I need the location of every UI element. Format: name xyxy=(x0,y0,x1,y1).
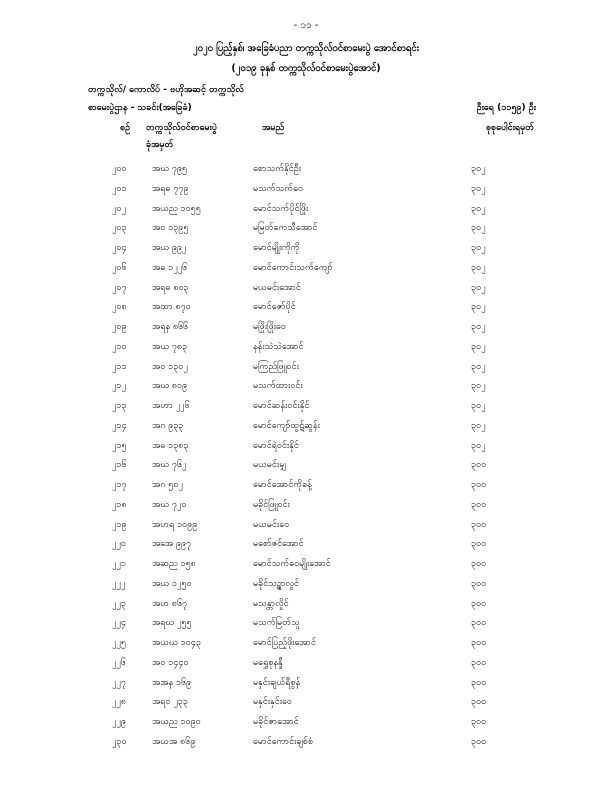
candidate-name: မစော်ဇင်အောင် xyxy=(253,539,304,550)
candidate-name: မကြည်ဖြူဝင်း xyxy=(253,361,299,372)
total-score: ၃၀၀ xyxy=(471,697,487,708)
roll-number: အဃ ၇၆၂ xyxy=(152,460,187,471)
roll-number: အရန ၈၆၆ xyxy=(152,322,189,332)
roll-number: အယည ၁၀၉၀ xyxy=(152,717,201,727)
total-score: ၃၀၀ xyxy=(471,499,487,510)
document-subtitle: (၂၀၁၉ ခုနှစ် တက္ကသိုလ်ဝင်စာမေးပွဲအောင်) xyxy=(231,63,381,74)
table-row xyxy=(0,595,612,615)
row-number: ၂၁၂ xyxy=(112,381,126,392)
table-row xyxy=(0,279,612,299)
total-score: ၃၀၂ xyxy=(471,183,486,194)
page-number: - ၁၁ - xyxy=(293,20,319,31)
total-score: ၃၀၀ xyxy=(471,657,487,668)
roll-number: အအန ၁၆၉ xyxy=(152,677,192,688)
table-row xyxy=(0,456,612,476)
exam-center-line: စာမေးပွဲဌာန - သခင်း(အခြေခံ) xyxy=(88,103,192,113)
candidate-name: မယမင်းအောင် xyxy=(253,282,301,293)
total-score: ၃၀၂ xyxy=(471,440,486,451)
row-number: ၂၂၇ xyxy=(112,677,126,688)
roll-number: အဆည ၁၅၈ xyxy=(152,559,196,569)
table-row xyxy=(0,713,612,733)
row-number: ၂၁၀ xyxy=(112,341,127,352)
table-row xyxy=(0,674,612,694)
row-number: ၂၁၅ xyxy=(112,440,127,451)
table-row xyxy=(0,338,612,358)
total-score: ၃၀၂ xyxy=(471,282,486,293)
table-row xyxy=(0,614,612,634)
row-number: ၂၂၉ xyxy=(112,717,126,727)
candidate-name: မောင်ကောင်းသက်ကျော် xyxy=(253,262,333,273)
candidate-name: မခိုင်ဖြူဝင်း xyxy=(253,499,290,510)
row-number: ၂၂၃ xyxy=(112,598,126,609)
row-number: ၂၀၁ xyxy=(112,183,127,194)
row-number: ၂၁၁ xyxy=(112,361,127,372)
total-score: ၃၀၀ xyxy=(471,717,487,727)
table-row xyxy=(0,298,612,318)
table-row xyxy=(0,535,612,555)
total-score: ၃၀၂ xyxy=(471,262,486,273)
roll-number: အရဓ ၈၀၃ xyxy=(152,282,189,293)
roll-number: အရဓ ၇၇၉ xyxy=(152,183,189,194)
row-number: ၂၁၇ xyxy=(112,480,127,490)
column-header-no: စဉ် xyxy=(120,123,131,133)
candidate-name: မနှင်းချယ်ရီစွန် xyxy=(253,677,301,688)
total-score: ၃၀၀ xyxy=(471,578,487,589)
row-number: ၂၁၄ xyxy=(112,420,127,431)
table-row xyxy=(0,358,612,378)
table-row xyxy=(0,654,612,674)
row-number: ၂၀၇ xyxy=(112,282,127,293)
candidate-name: မောင်အောင်ကိုခန့် xyxy=(253,480,312,490)
row-number: ၂၀၈ xyxy=(112,302,127,313)
total-score: ၃၀၀ xyxy=(471,519,487,530)
roll-number: အယည ၁၀၅၅ xyxy=(152,203,201,214)
table-row xyxy=(0,318,612,338)
total-score: ၃၀၂ xyxy=(471,401,486,411)
table-row xyxy=(0,160,612,180)
row-number: ၂၀၄ xyxy=(112,243,127,253)
roll-number: အဃ ၈၀၉ xyxy=(152,381,188,392)
row-number: ၂၀၃ xyxy=(112,223,127,234)
table-row xyxy=(0,575,612,595)
candidate-name: မောင်ဇော်ပိုင် xyxy=(253,302,296,313)
candidate-name: မသက်ထားဝင်း xyxy=(253,381,303,392)
candidate-name: မသက်မြတ်သူ xyxy=(253,618,300,629)
roll-number: အယအ ၈၆၉ xyxy=(152,736,196,747)
total-score: ၃၀၂ xyxy=(471,322,486,332)
roll-number: အဝ ၁၃၉၅ xyxy=(152,223,189,234)
candidate-name: မဖြိုးဖြိုးဝေ xyxy=(253,322,286,332)
candidate-name: မရွှေစုနန္ဒီ xyxy=(253,657,283,668)
roll-number: အဓ ၁၂၂၆ xyxy=(152,262,188,273)
row-number: ၂၁၃ xyxy=(112,401,127,411)
row-number: ၂၁၈ xyxy=(112,499,127,510)
candidate-name: မယမင်းမျှ xyxy=(253,460,287,471)
table-row xyxy=(0,555,612,575)
total-score: ၃၀၂ xyxy=(471,381,486,392)
table-row xyxy=(0,733,612,753)
roll-number: အဃ ၇၉၅ xyxy=(152,164,188,174)
column-header-roll: တက္ကသိုလ်ဝင်စာမေးပွဲ xyxy=(146,123,217,133)
roll-number: အဃ ၇၂၀ xyxy=(152,499,187,510)
row-number: ၂၂၆ xyxy=(112,657,126,668)
candidate-name: မောင်သက်ဝေမျိုးအောင် xyxy=(253,559,331,569)
total-score: ၃၀၀ xyxy=(471,598,487,609)
candidate-name: မခိုင်သဥ္ဇာလွင် xyxy=(253,578,300,589)
total-score: ၃၀၂ xyxy=(471,361,486,372)
roll-number: အဝ ၁၄၄၀ xyxy=(152,657,189,668)
total-score: ၃၀၀ xyxy=(471,736,487,747)
total-score: ၃၀၀ xyxy=(471,539,487,550)
row-number: ၂၃၀ xyxy=(112,736,127,747)
candidate-name: မသက်သက်ဝေ xyxy=(253,183,304,194)
candidate-name: မသန္တာလှိုင် xyxy=(253,598,289,609)
roll-number: အဂ ၅၀၂ xyxy=(152,480,183,490)
column-header-roll-line2: ခုံအမှတ် xyxy=(146,140,174,150)
candidate-name: မခိုင်ဇာအောင် xyxy=(253,717,299,727)
total-score: ၃၀၀ xyxy=(471,677,487,688)
roll-number: အဃ ၁၂၅၀ xyxy=(152,578,192,589)
table-row xyxy=(0,496,612,516)
total-score: ၃၀၂ xyxy=(471,243,486,253)
table-row xyxy=(0,516,612,536)
roll-number: အဓ ၁၃၈၃ xyxy=(152,440,189,451)
table-row xyxy=(0,634,612,654)
total-score: ၃၀၀ xyxy=(471,618,487,629)
table-row xyxy=(0,259,612,279)
table-row xyxy=(0,200,612,220)
row-number: ၂၂၁ xyxy=(112,559,126,569)
candidate-name: နန်းသဲသဲအောင် xyxy=(253,341,304,352)
row-number: ၂၁၉ xyxy=(112,519,127,530)
roll-number: အဃ ၇၈၃ xyxy=(152,341,188,352)
row-number: ၂၂၄ xyxy=(112,618,126,629)
row-number: ၂၁၆ xyxy=(112,460,127,471)
row-number: ၂၀၀ xyxy=(112,164,127,174)
candidate-name: မယမင်းဝေ xyxy=(253,519,290,530)
total-score: ၃၀၂ xyxy=(471,203,486,214)
table-row xyxy=(0,239,612,259)
total-score: ၃၀၂ xyxy=(471,341,486,352)
total-score: ၃၀၀ xyxy=(471,638,487,648)
column-header-name: အမည် xyxy=(262,123,285,133)
table-row xyxy=(0,693,612,713)
row-number: ၂၂၅ xyxy=(112,638,126,648)
table-row xyxy=(0,476,612,496)
table-row xyxy=(0,180,612,200)
row-number: ၂၀၂ xyxy=(112,203,126,214)
roll-number: အရဝ ၂၃၃ xyxy=(152,697,188,708)
roll-number: အအေ ၉၉၇ xyxy=(152,539,192,550)
roll-number: အဂ ၉၃၃ xyxy=(152,420,184,431)
candidate-name: မောင်ကျော်ထွဋ်ဆွန်း xyxy=(253,420,320,431)
document-title: ၂၀၂၀ ပြည့်နှစ်၊ အခြေခံပညာ တက္ကသိုလ်ဝင်စာမေးပွဲ အောင်စာရင်း xyxy=(192,43,420,54)
row-number: ၂၂၂ xyxy=(112,578,126,589)
total-score: ၃၀၀ xyxy=(471,559,487,569)
total-score: ၃၀၂ xyxy=(471,420,486,431)
candidate-name: မောင်ပြည့်ဖိုးအောင် xyxy=(253,638,316,648)
candidate-name: မောင်သက်ပိုင်ဖြိုး xyxy=(253,203,309,214)
roll-number: အဟာ ၂၂၆ xyxy=(152,401,190,411)
total-score: ၃၀၀ xyxy=(471,460,487,471)
total-count-line: ဉီးရေ (၁၁၅၉) ဦး xyxy=(476,103,536,113)
roll-number: အဟရ ၁၀၉၉ xyxy=(152,519,198,530)
candidate-name: မမြတ်ကေသီအောင် xyxy=(253,223,318,234)
roll-number: အရဃ ၂၅၅ xyxy=(152,618,192,629)
row-number: ၂၀၆ xyxy=(112,262,127,273)
results-table xyxy=(0,160,612,753)
row-number: ၂၂၀ xyxy=(112,539,126,550)
roll-number: အဝ ၁၃၀၂ xyxy=(152,361,188,372)
table-row xyxy=(0,377,612,397)
candidate-name: စောသက်နိုင်ဦး xyxy=(253,164,302,174)
table-row xyxy=(0,417,612,437)
table-row xyxy=(0,437,612,457)
candidate-name: မောင်ကောင်းချစ်စံ xyxy=(253,736,314,747)
column-header-score: စုစုပေါင်းရမှတ် xyxy=(485,123,534,133)
table-row xyxy=(0,219,612,239)
candidate-name: မောင်ရဲဝင်းနိုင် xyxy=(253,440,299,451)
total-score: ၃၀၂ xyxy=(471,302,486,313)
roll-number: အဟ ၈၆၇ xyxy=(152,598,188,609)
total-score: ၃၀၀ xyxy=(471,480,487,490)
roll-number: အထာ ၈၇၀ xyxy=(152,302,191,313)
candidate-name: မနှင်းနှင်းဝေ xyxy=(253,697,292,708)
candidate-name: မောင်မျိုးကိုကို xyxy=(253,243,300,253)
total-score: ၃၀၂ xyxy=(471,223,486,234)
roll-number: အယဃ ၁၀၄၃ xyxy=(152,638,201,648)
candidate-name: မောင်ဆန်းဝင်းနိုင် xyxy=(253,401,310,411)
row-number: ၂၂၈ xyxy=(112,697,126,708)
roll-number: အဃ ၉၉၂ xyxy=(152,243,187,253)
department-line: တက္ကသိုလ်/ ကောလိပ် - ဗဟိုအဆင့် တက္ကသိုလ် xyxy=(88,85,244,95)
total-score: ၃၀၂ xyxy=(471,164,486,174)
row-number: ၂၀၉ xyxy=(112,322,127,332)
table-row xyxy=(0,397,612,417)
